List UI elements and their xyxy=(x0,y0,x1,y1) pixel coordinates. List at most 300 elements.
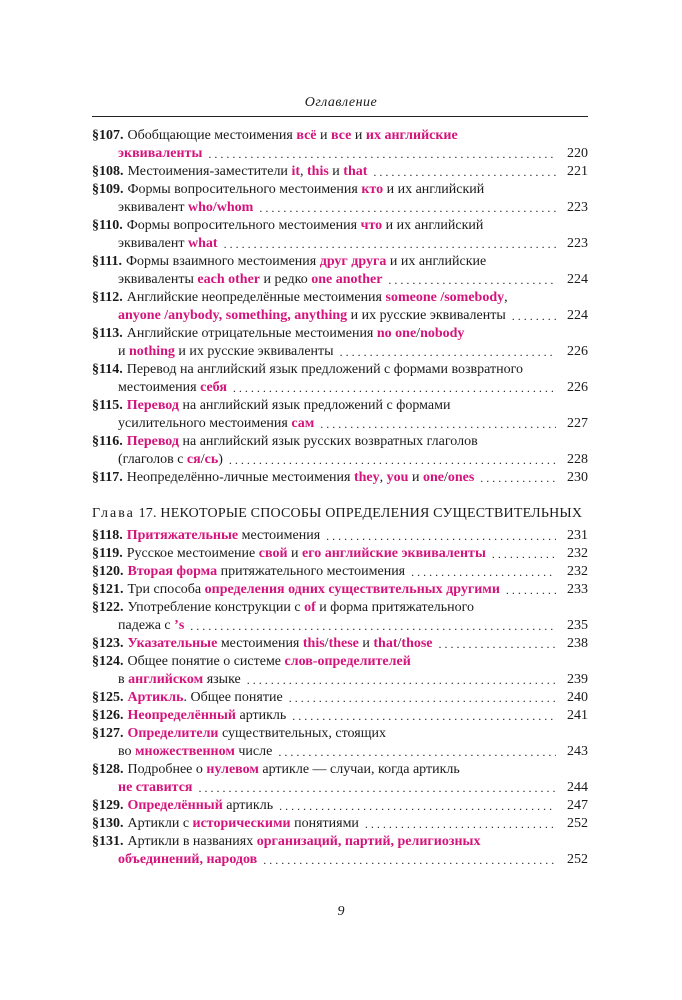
toc-entry[interactable] xyxy=(92,599,588,635)
toc-entry[interactable] xyxy=(92,653,588,689)
toc-entry-line xyxy=(92,545,588,563)
highlighted-term: Притяжательные xyxy=(126,528,239,543)
dot-leader xyxy=(263,851,556,869)
entry-title xyxy=(127,361,523,379)
page-reference: 226 xyxy=(567,344,588,359)
highlighted-term: who/whom xyxy=(188,200,254,215)
toc-entry-line xyxy=(92,127,588,145)
entry-title xyxy=(128,581,500,599)
toc-entry-line xyxy=(92,469,588,487)
entry-title-continued xyxy=(118,743,272,761)
entry-text: Артикли с xyxy=(127,816,193,831)
page-reference: 228 xyxy=(567,452,588,467)
entry-title-continued xyxy=(118,307,506,325)
highlighted-term: one another xyxy=(311,272,383,287)
entry-title-continued xyxy=(118,379,227,397)
entry-text: и редко xyxy=(260,272,312,287)
toc-entry-line xyxy=(92,343,588,361)
entry-title xyxy=(127,325,465,343)
entry-text: Артикли в названиях xyxy=(127,834,257,849)
highlighted-term: историческими xyxy=(192,816,291,831)
page-reference: 238 xyxy=(567,636,588,651)
dot-leader xyxy=(199,779,556,797)
highlighted-term: Вторая форма xyxy=(127,564,218,579)
toc-entry-line xyxy=(92,743,588,761)
page-reference: 224 xyxy=(567,272,588,287)
page-reference: 243 xyxy=(567,744,588,759)
toc-entry-line xyxy=(92,797,588,815)
entry-text: артикль xyxy=(235,708,287,723)
entry-title xyxy=(128,127,458,145)
toc-entry-line xyxy=(92,815,588,833)
toc-entry[interactable] xyxy=(92,545,588,563)
section-number: §110. xyxy=(92,218,123,233)
section-number: §131. xyxy=(92,834,124,849)
table-of-contents xyxy=(92,127,588,869)
highlighted-term: that xyxy=(343,164,368,179)
page-reference: 247 xyxy=(567,798,588,813)
entry-text: Местоимения-заместители xyxy=(127,164,292,179)
entry-text: Три способа xyxy=(127,582,205,597)
toc-entry[interactable] xyxy=(92,289,588,325)
highlighted-term: сам xyxy=(291,416,315,431)
entry-title-continued xyxy=(118,851,257,869)
entry-text: и их русские эквиваленты xyxy=(347,308,506,323)
entry-title-continued xyxy=(118,235,218,253)
dot-leader xyxy=(233,379,556,397)
entry-title-continued xyxy=(118,451,223,469)
entry-text: Общее понятие о системе xyxy=(127,654,285,669)
dot-leader xyxy=(506,581,556,599)
toc-entry-line xyxy=(92,671,588,689)
toc-entry[interactable] xyxy=(92,725,588,761)
entry-text: . Общее понятие xyxy=(183,690,283,705)
entry-text: в xyxy=(118,672,129,687)
highlighted-term: Артикль xyxy=(127,690,184,705)
toc-entry[interactable] xyxy=(92,433,588,469)
toc-entry-line xyxy=(92,397,588,415)
highlighted-term: these xyxy=(328,636,359,651)
highlighted-term: Перевод xyxy=(126,398,179,413)
section-number: §127. xyxy=(92,726,124,741)
entry-title xyxy=(128,635,433,653)
toc-entry-line xyxy=(92,145,588,163)
entry-text: и xyxy=(408,470,423,485)
highlighted-term: of xyxy=(304,600,316,615)
toc-list-determiners xyxy=(92,527,588,869)
toc-entry-line xyxy=(92,833,588,851)
entry-text: на английский язык русских возвратных глаголов xyxy=(178,434,478,449)
section-number: §112. xyxy=(92,290,123,305)
entry-title xyxy=(128,689,283,707)
page-reference: 223 xyxy=(567,236,588,251)
entry-text: и форма притяжательного xyxy=(315,600,475,615)
section-number: §111. xyxy=(92,254,122,269)
page-reference: 252 xyxy=(567,852,588,867)
dot-leader xyxy=(512,307,556,325)
entry-text: и их английский xyxy=(382,218,484,233)
toc-entry[interactable] xyxy=(92,797,588,815)
page-reference: 226 xyxy=(567,380,588,395)
toc-entry[interactable] xyxy=(92,217,588,253)
entry-text: местоимения xyxy=(217,636,303,651)
entry-text: на английский язык предложений с формами xyxy=(178,398,451,413)
entry-text: / xyxy=(443,470,448,485)
toc-entry[interactable] xyxy=(92,635,588,653)
page-reference: 232 xyxy=(567,564,588,579)
toc-entry-line xyxy=(92,271,588,289)
page-reference: 227 xyxy=(567,416,588,431)
section-number: §126. xyxy=(92,708,124,723)
highlighted-term: nobody xyxy=(420,326,465,341)
toc-entry-line xyxy=(92,217,588,235)
highlighted-term: no one xyxy=(376,326,417,341)
entry-title xyxy=(127,527,320,545)
toc-entry[interactable] xyxy=(92,181,588,217)
highlighted-term: ся xyxy=(186,452,201,467)
section-number: §114. xyxy=(92,362,123,377)
entry-title-continued xyxy=(118,779,193,797)
page-reference: 223 xyxy=(567,200,588,215)
highlighted-term: one xyxy=(422,470,444,485)
entry-text: артикль xyxy=(222,798,274,813)
highlighted-term: организаций, партий, религиозных xyxy=(256,834,481,849)
toc-entry[interactable] xyxy=(92,469,588,487)
toc-entry-line xyxy=(92,235,588,253)
entry-text: и их английские xyxy=(386,254,487,269)
entry-title xyxy=(128,653,411,671)
highlighted-term: эквиваленты xyxy=(118,146,203,161)
toc-entry[interactable] xyxy=(92,833,588,869)
toc-entry-line xyxy=(92,563,588,581)
highlighted-term: себя xyxy=(200,380,227,395)
page-reference: 221 xyxy=(567,164,588,179)
entry-text: эквивалент xyxy=(118,200,188,215)
toc-entry-line xyxy=(92,289,588,307)
toc-entry-line xyxy=(92,779,588,797)
entry-text: Английские неопределённые местоимения xyxy=(126,290,386,305)
entry-text: и xyxy=(358,636,374,651)
dot-leader xyxy=(320,415,556,433)
toc-entry[interactable] xyxy=(92,397,588,433)
toc-entry-line xyxy=(92,527,588,545)
entry-text: Формы вопросительного местоимения xyxy=(126,218,361,233)
dot-leader xyxy=(326,527,556,545)
highlighted-term: сь xyxy=(204,452,219,467)
section-number: §107. xyxy=(92,128,124,143)
section-number: §129. xyxy=(92,798,124,813)
toc-entry[interactable] xyxy=(92,163,588,181)
highlighted-term: nothing xyxy=(129,344,175,359)
toc-entry[interactable] xyxy=(92,761,588,797)
dot-leader xyxy=(259,199,556,217)
dot-leader xyxy=(289,689,556,707)
section-number: §121. xyxy=(92,582,124,597)
entry-text: Подробнее о xyxy=(127,762,207,777)
entry-text: и xyxy=(118,344,129,359)
section-number: §113. xyxy=(92,326,123,341)
entry-text: / xyxy=(397,636,402,651)
highlighted-term: все xyxy=(331,128,352,143)
highlighted-term: свой xyxy=(258,546,288,561)
entry-title xyxy=(128,833,481,851)
dot-leader xyxy=(247,671,556,689)
toc-entry[interactable] xyxy=(92,127,588,163)
entry-title xyxy=(128,797,274,815)
section-number: §122. xyxy=(92,600,124,615)
dot-leader xyxy=(279,797,556,815)
toc-entry-line xyxy=(92,307,588,325)
toc-entry-line xyxy=(92,635,588,653)
toc-entry-line xyxy=(92,379,588,397)
section-number: §109. xyxy=(92,182,124,197)
entry-text: Неопределённо-личные местоимения xyxy=(126,470,354,485)
dot-leader xyxy=(208,145,556,163)
toc-entry-line xyxy=(92,653,588,671)
entry-text: и xyxy=(287,546,303,561)
highlighted-term: нулевом xyxy=(206,762,259,777)
page-reference: 244 xyxy=(567,780,588,795)
entry-title xyxy=(127,397,451,415)
entry-text: притяжательного местоимения xyxy=(217,564,406,579)
toc-entry[interactable] xyxy=(92,253,588,289)
toc-entry-line xyxy=(92,163,588,181)
entry-title xyxy=(128,599,475,617)
chapter-heading xyxy=(92,505,588,523)
entry-text: артикле — случаи, когда артикль xyxy=(258,762,460,777)
entry-title xyxy=(128,815,359,833)
entry-text: числе xyxy=(234,744,273,759)
entry-title xyxy=(128,725,387,743)
dot-leader xyxy=(365,815,556,833)
highlighted-term: ’s xyxy=(174,618,185,633)
toc-entry-line xyxy=(92,581,588,599)
entry-title xyxy=(127,217,484,235)
entry-text: Употребление конструкции с xyxy=(127,600,305,615)
toc-entry[interactable] xyxy=(92,581,588,599)
toc-entry[interactable] xyxy=(92,707,588,725)
highlighted-term: anyone /anybody, something, anything xyxy=(118,308,348,323)
highlighted-term: кто xyxy=(361,182,384,197)
entry-text: падежа с xyxy=(118,618,175,633)
entry-title xyxy=(128,181,485,199)
highlighted-term: Определённый xyxy=(127,798,223,813)
entry-text: и xyxy=(316,128,332,143)
highlighted-term: английском xyxy=(128,672,204,687)
entry-text: существительных, стоящих xyxy=(218,726,387,741)
entry-text: (глаголов с xyxy=(118,452,187,467)
highlighted-term: друг друга xyxy=(319,254,387,269)
entry-title xyxy=(127,289,508,307)
page-reference: 230 xyxy=(567,470,588,485)
dot-leader xyxy=(439,635,556,653)
entry-text: усилительного местоимения xyxy=(118,416,292,431)
dot-leader xyxy=(229,451,556,469)
entry-title-continued xyxy=(118,271,382,289)
toc-entry-line xyxy=(92,361,588,379)
page-reference: 231 xyxy=(567,528,588,543)
highlighted-term: объединений, народов xyxy=(118,852,258,867)
toc-entry-line xyxy=(92,451,588,469)
toc-entry-line xyxy=(92,325,588,343)
toc-entry[interactable] xyxy=(92,815,588,833)
entry-text: эквиваленты xyxy=(118,272,198,287)
highlighted-term: их английские xyxy=(365,128,458,143)
entry-text: Формы взаимного местоимения xyxy=(125,254,320,269)
toc-entry-line xyxy=(92,707,588,725)
page-reference: 235 xyxy=(567,618,588,633)
entry-text: Английские отрицательные местоимения xyxy=(126,326,377,341)
entry-text: во xyxy=(118,744,136,759)
dot-leader xyxy=(373,163,556,181)
page-reference: 252 xyxy=(567,816,588,831)
dot-leader xyxy=(340,343,556,361)
highlighted-term: Неопределённый xyxy=(127,708,236,723)
toc-entry-line xyxy=(92,181,588,199)
highlighted-term: those xyxy=(401,636,433,651)
toc-entry-line xyxy=(92,725,588,743)
section-number: §108. xyxy=(92,164,124,179)
entry-text: Перевод на английский язык предложений с формами возвратного xyxy=(126,362,523,377)
entry-title xyxy=(128,163,368,181)
entry-text: местоимения xyxy=(238,528,321,543)
highlighted-term: что xyxy=(360,218,383,233)
dot-leader xyxy=(292,707,556,725)
entry-title-continued xyxy=(118,199,253,217)
entry-title-continued xyxy=(118,671,241,689)
section-number: §115. xyxy=(92,398,123,413)
highlighted-term: Определители xyxy=(127,726,219,741)
highlighted-term: each other xyxy=(197,272,260,287)
highlighted-term: this xyxy=(307,164,329,179)
toc-entry-line xyxy=(92,599,588,617)
dot-leader xyxy=(278,743,556,761)
entry-text: и их английский xyxy=(383,182,485,197)
section-number: §124. xyxy=(92,654,124,669)
entry-text: понятиями xyxy=(290,816,359,831)
toc-entry-line xyxy=(92,851,588,869)
entry-text: местоимения xyxy=(118,380,201,395)
entry-title xyxy=(127,433,478,451)
highlighted-term: ones xyxy=(447,470,475,485)
highlighted-term: множественном xyxy=(135,744,235,759)
section-number: §130. xyxy=(92,816,124,831)
highlighted-term: they xyxy=(353,470,380,485)
highlighted-term: всё xyxy=(296,128,317,143)
dot-leader xyxy=(411,563,556,581)
toc-entry-line xyxy=(92,761,588,779)
entry-text: ) xyxy=(218,452,223,467)
entry-text: и их русские эквиваленты xyxy=(174,344,334,359)
entry-text: эквивалент xyxy=(118,236,188,251)
entry-text: и xyxy=(351,128,366,143)
section-number: §117. xyxy=(92,470,123,485)
highlighted-term: его английские эквиваленты xyxy=(302,546,486,561)
entry-text: и xyxy=(328,164,344,179)
dot-leader xyxy=(492,545,556,563)
toc-entry[interactable] xyxy=(92,563,588,581)
entry-title xyxy=(128,761,460,779)
entry-text: Русское местоимение xyxy=(126,546,259,561)
highlighted-term: this xyxy=(302,636,325,651)
dot-leader xyxy=(480,469,556,487)
toc-entry-line xyxy=(92,253,588,271)
entry-title xyxy=(127,545,486,563)
highlighted-term: Указательные xyxy=(127,636,218,651)
section-number: §128. xyxy=(92,762,124,777)
entry-title-continued xyxy=(118,145,202,163)
toc-entry[interactable] xyxy=(92,689,588,707)
entry-text: , xyxy=(504,290,508,305)
highlighted-term: слов-определителей xyxy=(284,654,411,669)
page-reference: 224 xyxy=(567,308,588,323)
entry-text: / xyxy=(200,452,205,467)
toc-entry-line xyxy=(92,199,588,217)
section-number: §125. xyxy=(92,690,124,705)
running-head: Оглавление xyxy=(304,95,378,110)
toc-list-pronouns xyxy=(92,127,588,487)
toc-entry[interactable] xyxy=(92,361,588,397)
entry-title xyxy=(126,253,486,271)
highlighted-term: someone /somebody xyxy=(385,290,505,305)
highlighted-term: определения одних существительных другими xyxy=(204,582,500,597)
page-reference: 233 xyxy=(567,582,588,597)
toc-entry[interactable] xyxy=(92,527,588,545)
entry-text: языке xyxy=(203,672,241,687)
page-reference: 241 xyxy=(567,708,588,723)
toc-entry-line xyxy=(92,415,588,433)
entry-title-continued xyxy=(118,617,184,635)
page-reference: 232 xyxy=(567,546,588,561)
toc-entry-line xyxy=(92,689,588,707)
entry-title xyxy=(128,707,287,725)
entry-title xyxy=(127,469,475,487)
entry-title-continued xyxy=(118,415,314,433)
toc-entry-line xyxy=(92,433,588,451)
section-number: §119. xyxy=(92,546,123,561)
entry-text: Обобщающие местоимения xyxy=(127,128,297,143)
entry-text: Формы вопросительного местоимения xyxy=(127,182,362,197)
section-number: §120. xyxy=(92,564,124,579)
section-number: §116. xyxy=(92,434,123,449)
header-rule xyxy=(92,116,588,117)
page-number: 9 xyxy=(337,904,345,919)
page-reference: 220 xyxy=(567,146,588,161)
dot-leader xyxy=(190,617,556,635)
chapter-word: Глава xyxy=(92,506,135,521)
entry-text: / xyxy=(324,636,329,651)
highlighted-term: не ставится xyxy=(118,780,193,795)
section-number: §118. xyxy=(92,528,123,543)
highlighted-term: what xyxy=(188,236,218,251)
highlighted-term: it xyxy=(291,164,300,179)
entry-title-continued xyxy=(118,343,334,361)
chapter-title: 17. НЕКОТОРЫЕ СПОСОБЫ ОПРЕДЕЛЕНИЯ СУЩЕСТВИТЕЛЬНЫХ xyxy=(134,506,583,521)
dot-leader xyxy=(224,235,556,253)
highlighted-term: you xyxy=(386,470,409,485)
entry-text: , xyxy=(379,470,387,485)
highlighted-term: that xyxy=(373,636,398,651)
page-reference: 239 xyxy=(567,672,588,687)
page-reference: 240 xyxy=(567,690,588,705)
dot-leader xyxy=(388,271,556,289)
toc-entry[interactable] xyxy=(92,325,588,361)
entry-text: / xyxy=(416,326,421,341)
toc-entry-line xyxy=(92,617,588,635)
entry-text: , xyxy=(300,164,307,179)
highlighted-term: Перевод xyxy=(126,434,179,449)
entry-title xyxy=(128,563,406,581)
